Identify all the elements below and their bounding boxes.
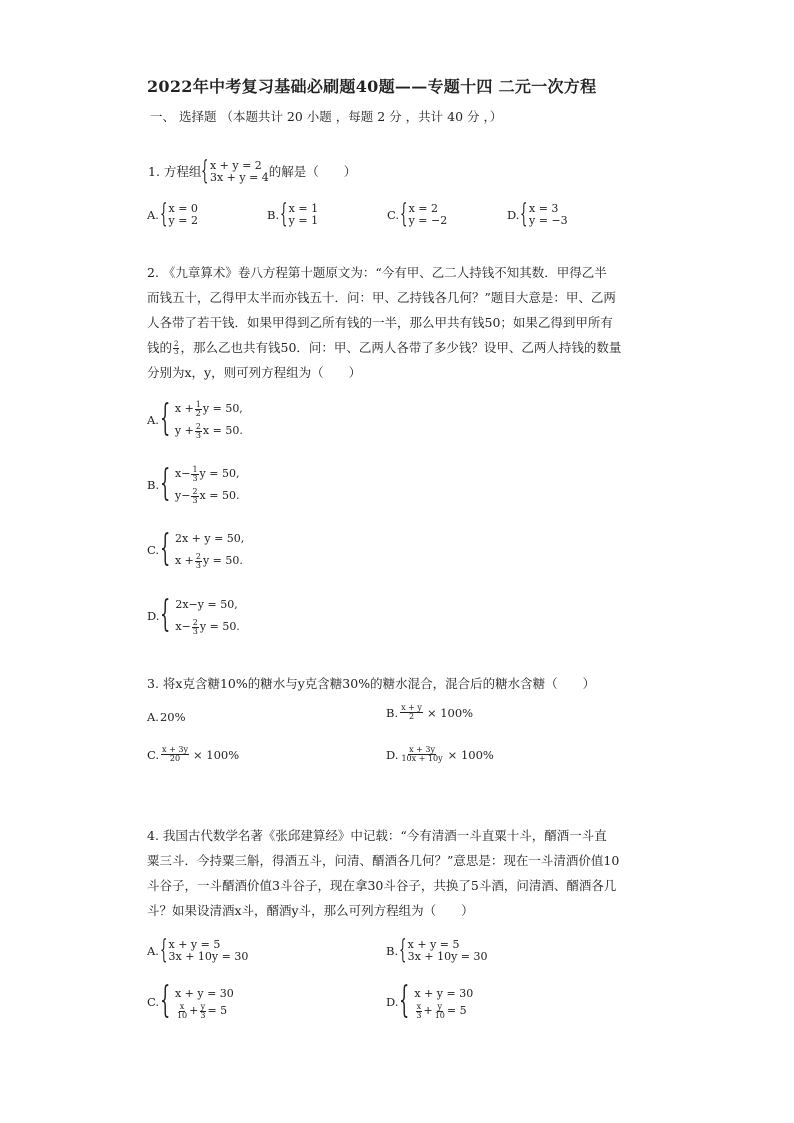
equation: 3x + y = 4 (209, 171, 269, 184)
brace-icon: { (400, 199, 408, 229)
fraction-numerator: x (179, 1001, 185, 1011)
fraction (400, 746, 443, 763)
fraction-numerator: 1 (195, 399, 201, 409)
brace-icon: { (160, 594, 171, 635)
equation: x + y = 30 (414, 987, 474, 1000)
fraction-numerator: x + 3y (409, 745, 436, 754)
option-system (409, 203, 448, 227)
brace-icon: { (280, 199, 288, 229)
q1-option-a[interactable] (147, 199, 198, 229)
fraction (400, 704, 423, 721)
equation: x + y = 5 (168, 938, 221, 951)
section-heading: 一、 选择题 （本题共计 20 小题 ，每题 2 分 ，共计 40 分 ，） (150, 109, 503, 124)
term: x− (175, 467, 191, 480)
fraction-denominator: 20 (169, 754, 181, 763)
option-letter: D. (147, 609, 160, 623)
fraction-numerator: x + y (401, 703, 422, 712)
equation: 2x−y = 50, (175, 598, 238, 611)
fraction (191, 466, 198, 483)
q4-option-b[interactable] (386, 935, 488, 965)
equation (414, 1002, 473, 1020)
option-system (175, 528, 244, 572)
fraction-denominator: 2 (195, 408, 201, 418)
fraction-denominator: 10x + 10y (401, 754, 443, 763)
fraction (161, 746, 189, 763)
fraction (195, 553, 202, 570)
q1-option-d[interactable] (507, 199, 568, 229)
equation (175, 463, 239, 485)
brace-icon: { (520, 199, 528, 229)
question-1-system (210, 160, 269, 184)
fraction-numerator: y (200, 1001, 206, 1011)
page-title: 2022年中考复习基础必刷题40题——专题十四 二元一次方程 (147, 77, 597, 96)
q1-option-c[interactable] (387, 199, 448, 229)
term: x = 50. (202, 424, 243, 437)
equation (175, 485, 239, 507)
equation: x = 3 (529, 202, 559, 215)
question-4-line: 粟三斗．今持粟三斛，得酒五斗，问清、醑酒各几何？”意思是：现在一斗清酒价值10 (147, 853, 620, 868)
option-letter: C. (387, 208, 400, 222)
option-letter: C. (147, 995, 160, 1010)
fraction-numerator: x + 3y (162, 745, 188, 754)
brace-icon: { (159, 199, 168, 229)
option-system (169, 203, 198, 227)
equation (175, 1002, 234, 1020)
option-letter: B. (147, 478, 160, 492)
term: y + (174, 424, 194, 437)
option-letter: D. (386, 995, 399, 1010)
equation: x = 2 (408, 202, 439, 215)
fraction (176, 1003, 188, 1020)
fraction-denominator: 3 (192, 473, 198, 483)
fraction-numerator: 2 (195, 551, 201, 561)
term: y = 50. (199, 620, 240, 633)
question-1-suffix: 的解是（ ） (268, 164, 357, 179)
operator: + (189, 1004, 199, 1017)
question-2 (147, 260, 621, 385)
fraction (195, 423, 202, 440)
option-letter: B. (386, 944, 399, 958)
fraction (192, 619, 199, 636)
term: y = 50. (202, 554, 243, 567)
fraction-numerator: y (437, 1001, 443, 1011)
fraction-denominator: 3 (192, 495, 198, 505)
q2-option-d[interactable] (147, 594, 240, 638)
fraction (195, 401, 202, 418)
fraction (415, 1003, 422, 1020)
fraction (191, 488, 198, 505)
fraction-denominator: 10 (176, 1010, 188, 1020)
term: = 5 (207, 1004, 228, 1017)
equation: 2x + y = 50, (174, 532, 245, 545)
q3-option-a[interactable] (147, 710, 186, 724)
fraction (173, 341, 179, 356)
option-system (175, 594, 239, 638)
option-letter: C. (147, 747, 160, 762)
question-4-line: 4. 我国古代数学名著《张邱建算经》中记载：“今有清酒一斗直粟十斗，醑酒一斗直 (147, 828, 607, 843)
option-letter: A. (147, 944, 159, 958)
equation: x = 0 (168, 202, 198, 215)
equation (175, 616, 239, 638)
brace-icon: { (399, 980, 410, 1022)
option-tail: × 100% (192, 747, 240, 762)
brace-icon: { (160, 528, 171, 569)
equation (175, 550, 244, 572)
equation: x + y = 2 (209, 159, 262, 172)
question-2-line: 2. 《九章算术》卷八方程第十题原文为：“今有甲、乙二人持钱不知其数．甲得乙半 (147, 265, 607, 280)
question-2-line (147, 335, 621, 360)
q4-option-a[interactable] (147, 935, 249, 965)
option-letter: C. (147, 543, 160, 557)
fraction-denominator: 2 (408, 712, 415, 721)
q4-option-d[interactable] (386, 980, 474, 1022)
option-system (175, 985, 234, 1020)
fraction-numerator: 1 (192, 464, 198, 474)
option-letter: D. (386, 747, 399, 762)
question-2-line: 分别为x，y，则可列方程组为（ ） (147, 365, 362, 380)
question-3: 3. 将x克含糖10%的糖水与y克含糖30%的糖水混合，混合后的糖水含糖（ ） (147, 676, 596, 691)
q1-option-b[interactable] (267, 199, 319, 229)
fraction-numerator: 2 (174, 340, 179, 348)
option-system (414, 985, 473, 1020)
fraction (434, 1003, 446, 1020)
equation: x + y = 5 (407, 938, 460, 951)
q3-option-b[interactable] (386, 704, 473, 721)
question-2-line: 而钱五十，乙得甲太半而亦钱五十．问：甲、乙持钱各几何？”题目大意是：甲、乙两 (147, 290, 616, 305)
fraction-denominator: 3 (195, 560, 201, 570)
fraction-denominator: 3 (416, 1010, 422, 1020)
question-1 (148, 156, 357, 186)
q3-option-c[interactable] (147, 746, 239, 763)
term: y = 50, (202, 402, 243, 415)
brace-icon: { (160, 980, 171, 1022)
question-4 (147, 823, 619, 923)
term: = 5 (446, 1004, 467, 1017)
term: x = 50. (199, 489, 240, 502)
brace-icon: { (159, 398, 171, 439)
option-text: 20% (159, 710, 186, 724)
option-tail: × 100% (447, 747, 494, 762)
question-2-line-start: 钱的 (147, 340, 173, 355)
q3-option-d[interactable] (386, 746, 494, 763)
option-letter: B. (386, 705, 399, 720)
operator: + (423, 1004, 433, 1017)
equation: y = 2 (168, 214, 198, 227)
fraction-denominator: 3 (192, 626, 198, 636)
term: y = 50, (199, 467, 240, 480)
q4-option-c[interactable] (147, 980, 234, 1022)
fraction-denominator: 3 (174, 348, 179, 356)
equation (175, 420, 243, 442)
option-letter: D. (507, 208, 520, 222)
q2-option-c[interactable] (147, 528, 244, 572)
option-system (408, 939, 488, 963)
equation: x = 1 (288, 202, 319, 215)
brace-icon: { (160, 463, 171, 504)
fraction-denominator: 3 (195, 430, 201, 440)
option-letter: A. (147, 208, 159, 222)
fraction-numerator: 2 (192, 486, 198, 496)
equation: y = −2 (408, 214, 448, 227)
brace-icon: { (159, 935, 168, 965)
question-2-line: 人各带了若干钱．如果甲得到乙所有钱的一半，那么甲共有钱50；如果乙得到甲所有 (147, 315, 613, 330)
equation: x + y = 30 (174, 987, 234, 1000)
question-2-line-end: ，那么乙也共有钱50．问：甲、乙两人各带了多少钱？设甲、乙两人持钱的数量 (180, 340, 622, 355)
option-system (175, 398, 243, 442)
brace-icon: { (201, 156, 209, 186)
q2-option-a[interactable] (147, 398, 243, 442)
option-letter: B. (267, 208, 280, 222)
term: x + (174, 402, 194, 415)
equation: y = 1 (288, 214, 319, 227)
q2-option-b[interactable] (147, 463, 239, 507)
term: y− (175, 489, 191, 502)
question-4-line: 斗谷子，一斗醑酒价值3斗谷子，现在拿30斗谷子，共换了5斗酒，问清酒、醑酒各几 (147, 878, 617, 893)
fraction-numerator: 2 (195, 421, 201, 431)
option-letter: A. (147, 710, 159, 724)
equation (175, 398, 243, 420)
equation: y = −3 (529, 214, 568, 227)
brace-icon: { (399, 935, 407, 965)
term: x− (175, 620, 191, 633)
option-system (529, 203, 568, 227)
option-system (169, 939, 249, 963)
option-system (289, 203, 318, 227)
term: x + (174, 554, 194, 567)
fraction-denominator: 3 (200, 1010, 206, 1020)
equation: 3x + 10y = 30 (407, 950, 488, 963)
option-tail: × 100% (426, 705, 474, 720)
question-1-prefix: 1. 方程组 (148, 164, 202, 179)
fraction-denominator: 10 (434, 1010, 445, 1020)
fraction-numerator: 2 (192, 617, 198, 627)
fraction-numerator: x (416, 1001, 422, 1011)
equation: 3x + 10y = 30 (168, 950, 249, 963)
question-4-line: 斗？如果设清酒x斗，醑酒y斗，那么可列方程组为（ ） (147, 903, 474, 918)
option-letter: A. (147, 413, 159, 427)
option-system (175, 463, 239, 507)
fraction (199, 1003, 206, 1020)
